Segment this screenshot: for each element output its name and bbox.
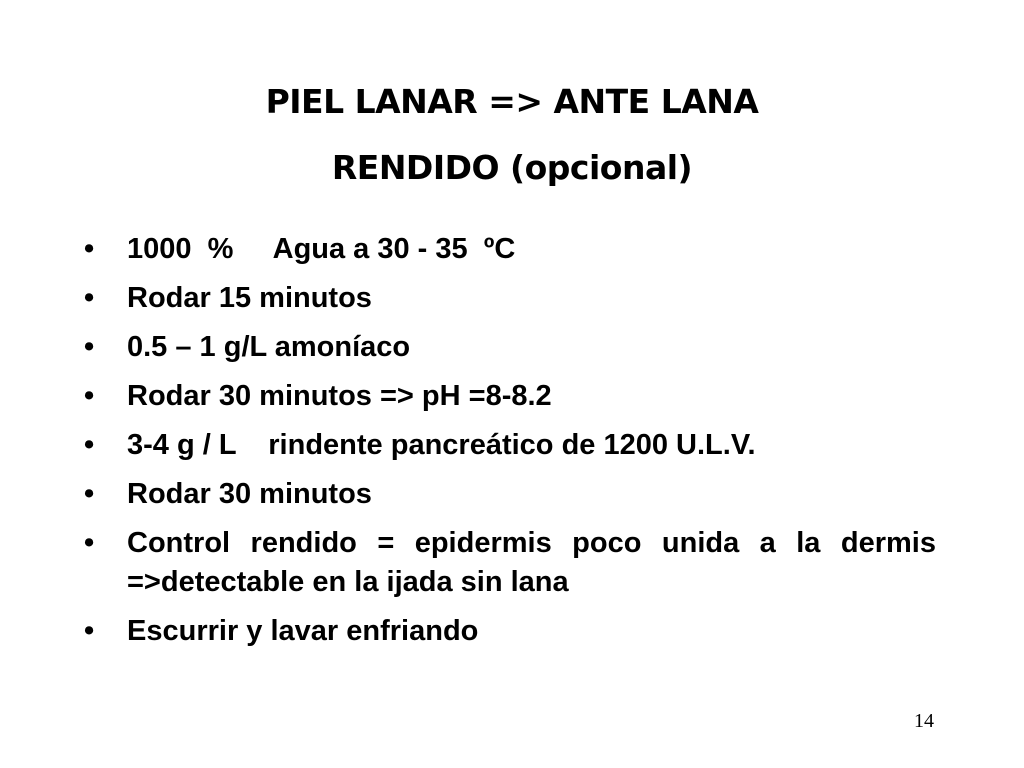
bullet-icon: • [84, 233, 95, 265]
bullet-item [84, 612, 936, 651]
bullet-icon: • [84, 380, 95, 412]
bullet-text: Rodar 30 minutos [127, 478, 372, 510]
bullet-item [84, 230, 936, 269]
bullet-icon: • [84, 478, 95, 510]
bullet-item [84, 524, 936, 602]
bullet-icon: • [84, 615, 95, 647]
bullet-text: Rodar 15 minutos [127, 282, 372, 314]
bullet-text: Control rendido = epidermis poco unida a la dermis =>detectable en la ijada sin lana [127, 527, 936, 598]
slide-subtitle: RENDIDO (opcional) [331, 148, 693, 187]
bullet-item [84, 475, 936, 514]
bullet-list [84, 230, 936, 661]
bullet-text: Escurrir y lavar enfriando [127, 615, 479, 647]
bullet-icon: • [84, 527, 95, 559]
bullet-text: Rodar 30 minutos => pH =8-8.2 [127, 380, 552, 412]
bullet-text: 1000 % Agua a 30 - 35 ºC [127, 233, 516, 265]
bullet-text: 0.5 – 1 g/L amoníaco [127, 331, 411, 363]
bullet-item [84, 426, 936, 465]
bullet-item [84, 279, 936, 318]
bullet-text: 3-4 g / L rindente pancreático de 1200 U.L.V. [127, 429, 756, 461]
bullet-item [84, 328, 936, 367]
bullet-icon: • [84, 331, 95, 363]
page-number: 14 [914, 710, 934, 732]
slide-title: PIEL LANAR => ANTE LANA [265, 82, 759, 121]
bullet-icon: • [84, 282, 95, 314]
bullet-icon: • [84, 429, 95, 461]
bullet-item [84, 377, 936, 416]
